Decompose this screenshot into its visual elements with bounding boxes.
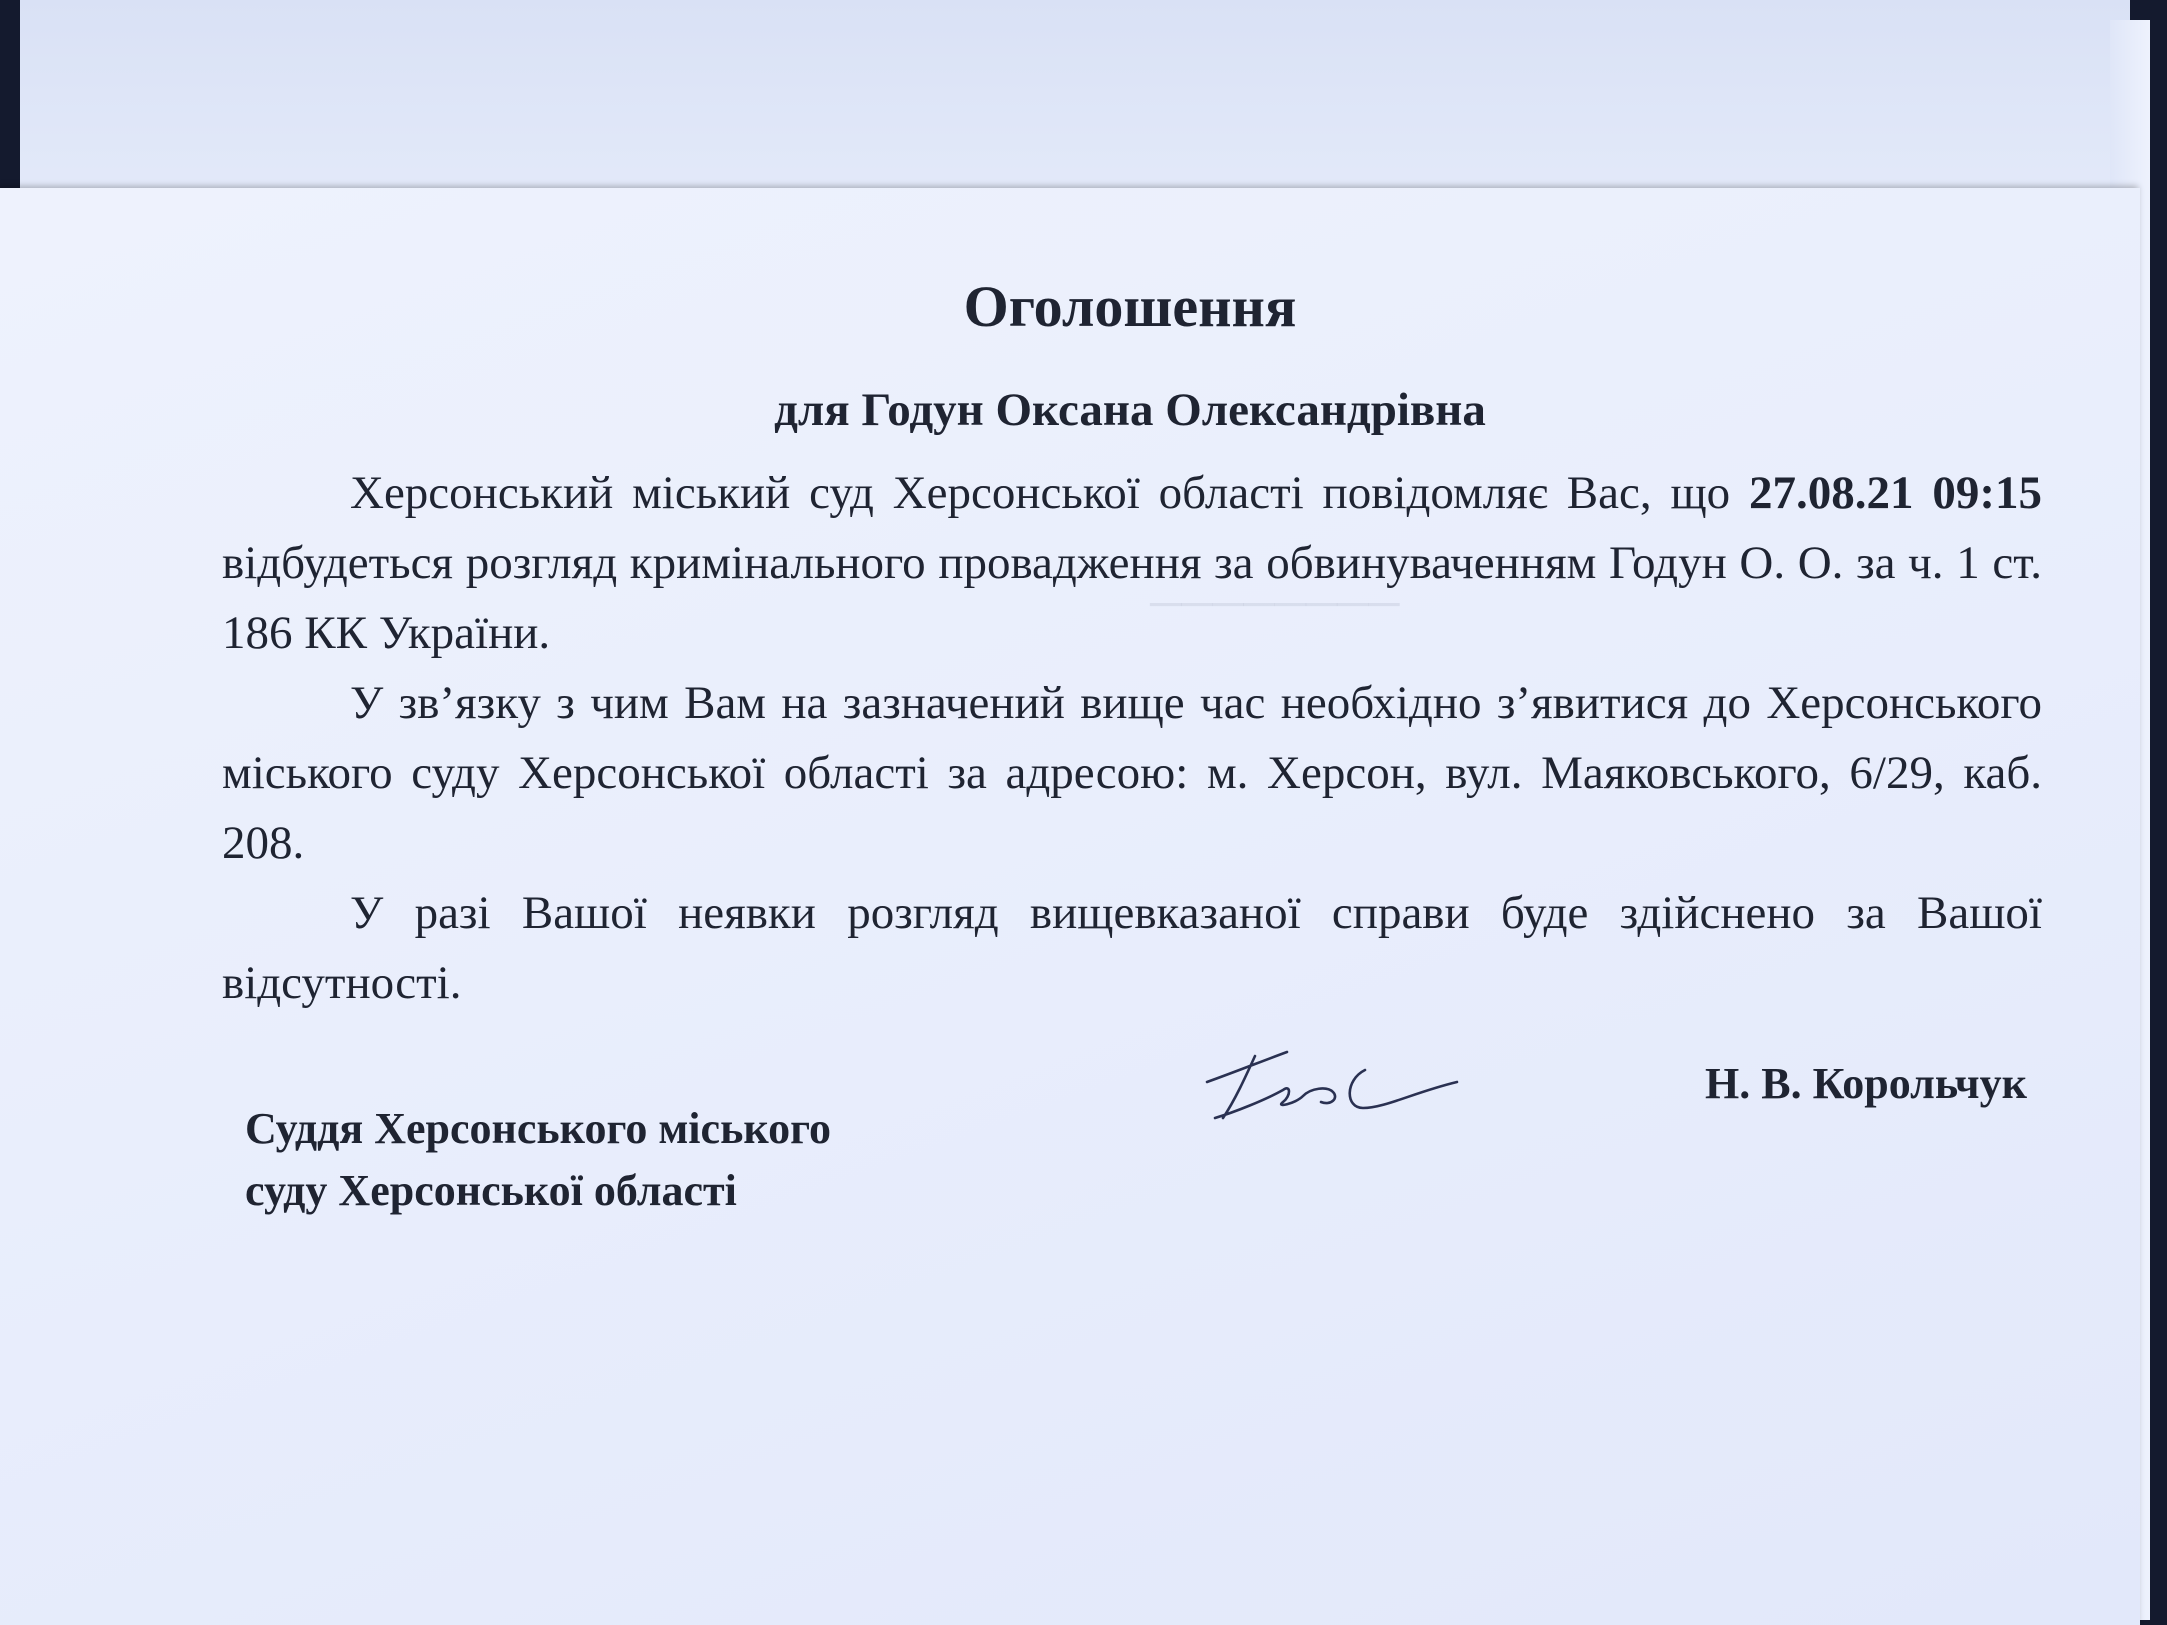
notice-sheet [0, 188, 2140, 1625]
notice-body [222, 458, 2042, 1018]
paragraph-hearing [222, 458, 2042, 668]
judge-name: Н. В. Корольчук [1705, 1059, 2027, 1108]
notice-title: Оголошення [963, 274, 1297, 339]
show-through-text: ──────── [1150, 579, 1400, 628]
notice-recipient: для Годун Оксана Олександрівна [774, 384, 1486, 436]
handwritten-signature [1195, 1030, 1465, 1130]
judge-position-line2: суду Херсонської області [245, 1166, 737, 1215]
paragraph-hearing-start: Херсонський міський суд Херсонської області повідомляє Вас, що [350, 467, 1749, 519]
paragraph-absence: У разі Вашої неявки розгляд вищевказаної справи буде здійснено за Вашої відсутності. [222, 887, 2042, 1009]
paragraph-address: У зв’язку з чим Вам на зазначений вище час необхідно з’явитися до Херсонського міського суду Херсонської області за адресою: м. Херсон, вул. Маяковського, 6/29, каб. 208. [222, 677, 2042, 869]
judge-position-line1: Суддя Херсонського міського [245, 1104, 831, 1153]
hearing-datetime: 27.08.21 09:15 [1749, 467, 2042, 519]
paragraph-hearing-end: відбудеться розгляд кримінального провадження за обвинуваченням Годун О. О. за ч. 1 ст. 186 КК України. [222, 537, 2042, 659]
judge-position [245, 1098, 831, 1222]
